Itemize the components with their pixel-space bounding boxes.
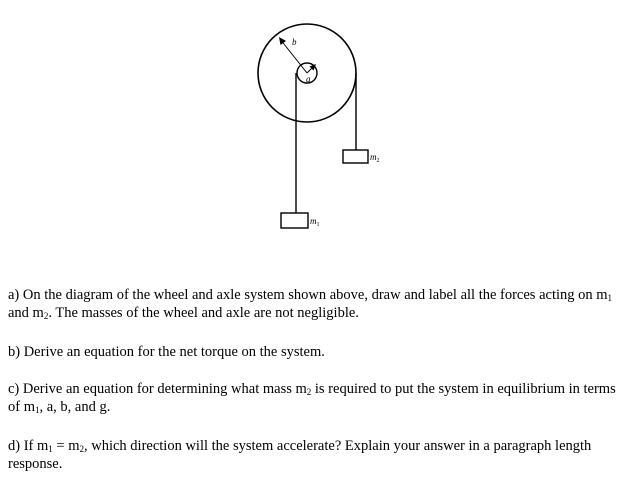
question-a: a) On the diagram of the wheel and axle system shown above, draw and label all the forces acting on $m_1$ and $m_2$. The masses of the wheel and axle are not negligible.: [8, 287, 613, 321]
label-a: a: [306, 74, 311, 84]
mass-m2-label: $m_2$: [370, 152, 380, 164]
question-b: b) Derive an equation for the net torque on the system.: [8, 344, 325, 360]
label-b: b: [292, 37, 297, 47]
mass-m1-label: $m_1$: [310, 216, 320, 228]
question-c: c) Derive an equation for determining what mass $m_2$ is required to put the system in equilibrium in terms of $m_1$, a, b, and g.: [8, 381, 616, 415]
radius-b-arrowhead: [279, 37, 286, 45]
question-d: d) If $m_1 = m_2$, which direction will the system accelerate? Explain your answer in a paragraph length response.: [8, 438, 592, 472]
mass-m1-block: [281, 213, 308, 228]
mass-m2-block: [343, 150, 368, 163]
